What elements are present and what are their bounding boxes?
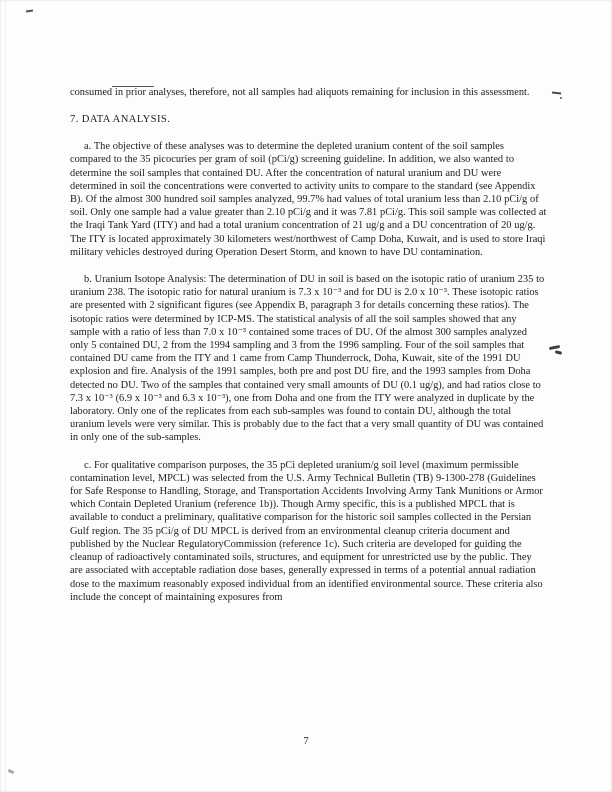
scan-artifact-right-dash (552, 92, 561, 95)
scan-artifact-right-dot (560, 97, 562, 99)
section-heading: 7. DATA ANALYSIS. (70, 114, 171, 126)
paragraph-a: a. The objective of these analyses was to determine the depleted uranium content of the soil samples compared to the 35 picocuries per gram of soil (pCi/g) screening guideline. In addition, we also wanted to determine the soil samples that contained DU. After the concentration of natural uranium and DU were determined in soil the concentrations were converted to activity units to compare to the standard (see Appendix B). Of the almost 300 hundred soil samples analyzed, 99.7% had values of total uranium less than 2.10 pCi/g of soil. Only one sample had a value greater than 2.10 pCi/g and it was 7.81 pCi/g. This soil sample was collected at the Iraqi Tank Yard (ITY) and had a total uranium concentration of 21 ug/g and a DU concentration of 20 ug/g. The ITY is located approximately 30 kilometers west/northwest of Camp Doha, Kuwait, and is used to store Iraqi military vehicles destroyed during Operation Desert Storm, and known to have DU contamination. (70, 141, 547, 258)
paragraph-continuation: consumed in prior analyses, therefore, not all samples had aliquots remaining for inclusion in this assessment. (70, 87, 530, 98)
scan-artifact-overline (112, 86, 154, 87)
scan-artifact-top-left (26, 10, 33, 13)
scan-artifact-margin-mark (555, 350, 563, 355)
paragraph-c: c. For qualitative comparison purposes, the 35 pCi depleted uranium/g soil level (maximum permissible contamination level, MPCL) was selected from the U.S. Army Technical Bulletin (TB) 9-1300-278 (Guidelines for Safe Response to Handling, Storage, and Transportation Accidents Involving Army Tank Munitions or Armor which Contain Depleted Uranium (reference 1b)). Though Army specific, this is a published MPCL that is available to conduct a preliminary, qualitative comparison for the historic soil samples collected in the Persian Gulf region. The 35 pCi/g of DU MPCL is derived from an environmental cleanup criteria document and published by the Nuclear RegulatoryCommission (reference 1c). Such criteria are developed for guiding the cleanup of radioactively contaminated soils, structures, and equipment for unrestricted use by the public. They are associated with acceptable radiation dose bases, generally expressed in terms of a potential annual radiation dose to the maximum reasonably exposed individual from an identified environmental source. These criteria also include the concept of maintaining exposures from (70, 459, 543, 603)
page-content (70, 86, 547, 618)
scan-artifact-bottom-smudge (8, 769, 15, 774)
page-number: 7 (303, 736, 309, 747)
scan-artifact-left-edge (5, 0, 6, 792)
scan-artifact-margin-mark (549, 345, 560, 350)
paragraph-b: b. Uranium Isotope Analysis: The determination of DU in soil is based on the isotopic ratio of uranium 235 to uranium 238. The isotopic ratio for natural uranium is 7.3 x 10⁻³ and for DU is 2.0 x 10⁻³. These isotopic ratios are presented with 2 significant figures (see Appendix B, paragraph 3 for details concerning these ratios). The isotopic ratios were determined by ICP-MS. The statistical analysis of all the soil samples showed that any sample with a ratio of less than 7.0 x 10⁻³ contained some traces of DU. Of the almost 300 samples analyzed only 5 contained DU, 2 from the 1994 sampling and 3 from the 1996 sampling. Four of the soil samples that contained DU came from the ITY and 1 came from Camp Thunderrock, Doha, Kuwait, site of the 1991 DU explosion and fire. Analysis of the 1991 samples, both pre and post DU fire, and the 1993 samples from Doha detected no DU. Two of the samples that contained very small amounts of DU (0.1 ug/g), and had ratios close to 7.3 x 10⁻³ (6.9 x 10⁻³ and 6.3 x 10⁻³), one from Doha and one from the ITY were analyzed in duplicate by the laboratory. Only one of the replicates from each sub-samples was found to contain DU, although the total uranium levels were very similar. This is probably due to the fact that a very small quantity of DU was contained in only one of the sub-samples. (70, 274, 545, 444)
